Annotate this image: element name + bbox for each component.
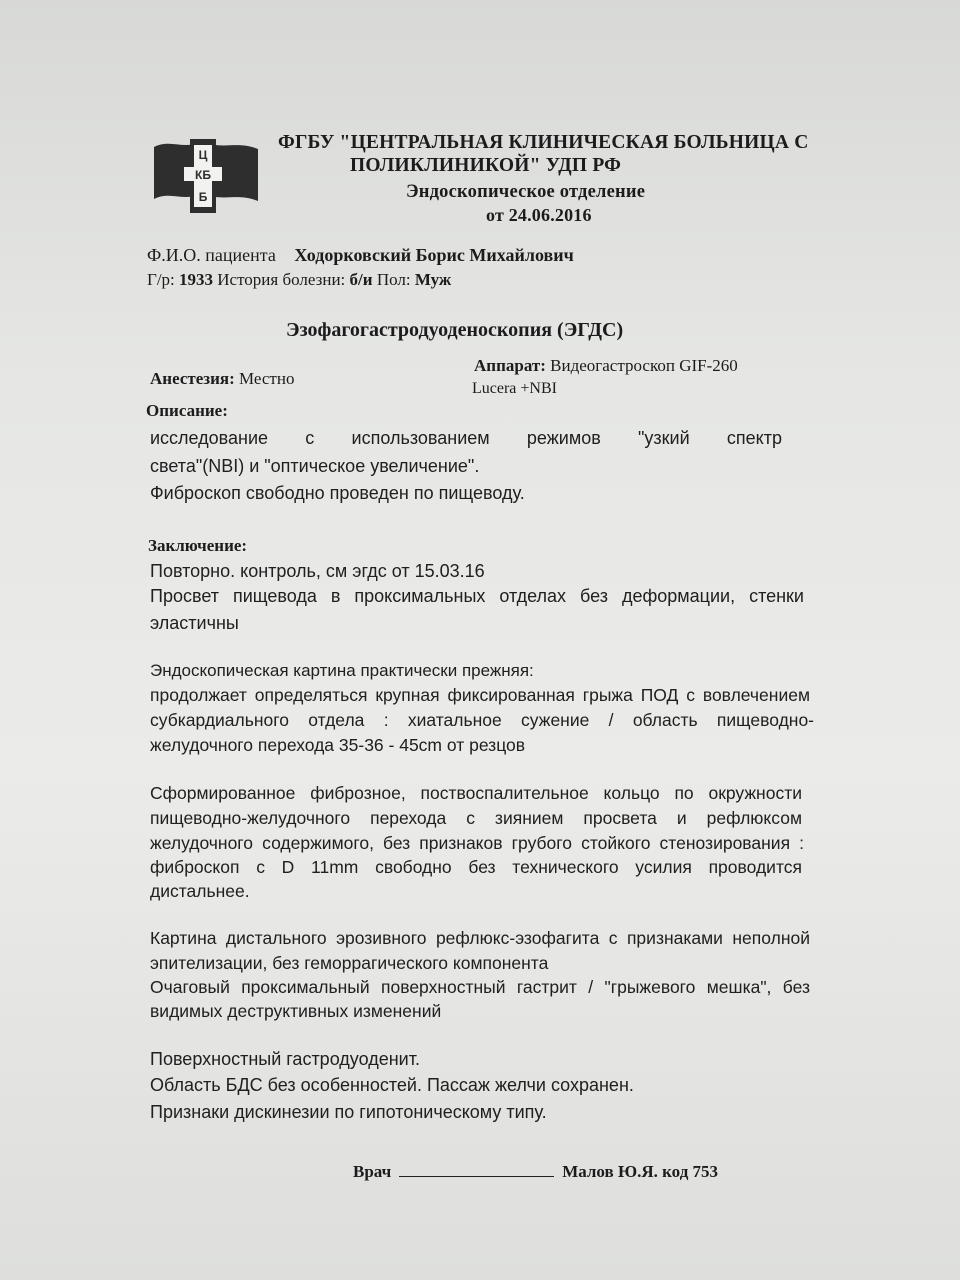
conclusion-line: Сформированное фиброзное, поствоспалительное кольцо по окружности: [150, 783, 802, 803]
description-line3: Фиброскоп свободно проведен по пищеводу.: [150, 483, 525, 503]
signature-row: [353, 1160, 718, 1182]
description-line1: исследование с использованием режимов "узкий спектр: [150, 428, 782, 448]
signature-line: [399, 1160, 554, 1177]
conclusion-line: Просвет пищевода в проксимальных отделах без деформации, стенки: [150, 586, 804, 606]
org-name-line2: ПОЛИКЛИНИКОЙ" УДП РФ: [350, 155, 622, 176]
svg-text:Ц: Ц: [198, 148, 208, 162]
description-line2: света"(NBI) и "оптическое увеличение".: [150, 456, 480, 476]
anesthesia-label: Анестезия:: [150, 369, 235, 388]
anesthesia-row: [150, 369, 294, 389]
conclusion-line: эластичны: [150, 613, 239, 633]
procedure-title: Эзофагогастродуоденоскопия (ЭГДС): [286, 319, 624, 341]
sex-value: Муж: [414, 270, 452, 289]
doctor-name: Малов Ю.Я. код 753: [562, 1162, 719, 1181]
patient-name-value: Ходорковский Борис Михайлович: [294, 245, 574, 265]
conclusion-line: Картина дистального эрозивного рефлюкс-эзофагита с признаками неполной: [150, 928, 810, 948]
apparatus-row: [474, 356, 738, 376]
apparatus-value-line2: Lucera +NBI: [472, 380, 557, 397]
conclusion-line: желудочного перехода 35-36 - 45cm от резцов: [150, 735, 526, 755]
conclusion-line: Признаки дискинезии по гипотоническому типу.: [150, 1102, 547, 1122]
apparatus-label: Аппарат:: [474, 356, 546, 375]
apparatus-value-line1: Видеогастроскоп GIF-260: [550, 356, 738, 375]
conclusion-line: пищеводно-желудочного перехода с зиянием просвета и рефлюксом: [150, 808, 802, 828]
conclusion-line: Очаговый проксимальный поверхностный гастрит / "грыжевого мешка", без: [150, 977, 810, 997]
sex-label: Пол:: [376, 270, 411, 289]
conclusion-line: желудочного содержимого, без признаков грубого стойкого стенозирования :: [150, 833, 804, 853]
birth-year-value: 1933: [179, 270, 214, 289]
flag-cross-logo-icon: [150, 135, 262, 217]
conclusion-line: дистальнее.: [150, 881, 250, 901]
svg-text:КБ: КБ: [195, 168, 211, 182]
anesthesia-value: Местно: [239, 369, 295, 388]
patient-info-row: [147, 270, 451, 290]
history-label: История болезни:: [217, 270, 346, 289]
conclusion-line: эпителизации, без геморрагического компонента: [150, 953, 549, 973]
report-date: от 24.06.2016: [486, 205, 592, 225]
conclusion-line: субкардиального отдела : хиатальное сужение / область пищеводно-: [150, 710, 814, 730]
svg-text:Б: Б: [198, 190, 208, 204]
conclusion-line: Область БДС без особенностей. Пассаж желчи сохранен.: [150, 1075, 634, 1095]
doctor-label: Врач: [353, 1162, 392, 1181]
conclusion-line: фиброскоп с D 11mm свободно без технического усилия проводится: [150, 857, 802, 877]
hospital-logo: [150, 135, 262, 217]
description-label: Описание:: [146, 401, 228, 420]
conclusion-line: Поверхностный гастродуоденит.: [150, 1049, 420, 1069]
conclusion-label: Заключение:: [148, 536, 248, 555]
org-name-line1: ФГБУ "ЦЕНТРАЛЬНАЯ КЛИНИЧЕСКАЯ БОЛЬНИЦА С: [278, 132, 809, 153]
patient-name-row: [147, 245, 574, 266]
conclusion-line: Эндоскопическая картина практически прежняя:: [150, 661, 534, 680]
patient-name-label: Ф.И.О. пациента: [147, 245, 276, 265]
history-value: б/и: [349, 270, 373, 289]
conclusion-line: видимых деструктивных изменений: [150, 1001, 442, 1021]
conclusion-line: продолжает определяться крупная фиксированная грыжа ПОД с вовлечением: [150, 685, 810, 705]
department-name: Эндоскопическое отделение: [406, 182, 646, 202]
birth-year-label: Г/р:: [147, 270, 175, 289]
conclusion-line: Повторно. контроль, см эгдс от 15.03.16: [150, 561, 485, 581]
